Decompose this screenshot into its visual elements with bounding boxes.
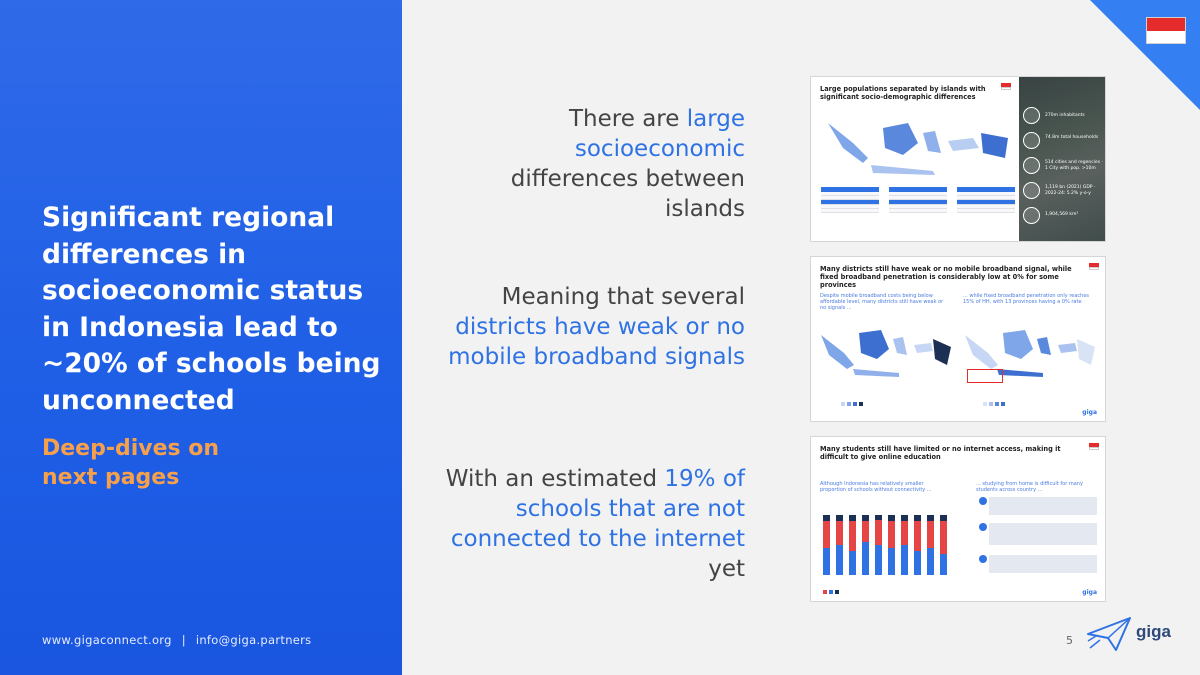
people-icon: [1023, 107, 1040, 124]
quote-icon-1: [979, 497, 987, 505]
bar-8: [914, 515, 921, 575]
quote-icon-3: [979, 555, 987, 563]
point-islands-highlight: large socioeconomic: [574, 106, 745, 162]
slide-headline: Significant regional differences in socioeconomic status in Indonesia lead to ~20% of schools being unconnected: [42, 202, 381, 416]
mini-table-2: [889, 187, 947, 213]
caption-left: Although Indonesia has relatively smaller proportion of schools without connectivity ...: [820, 481, 932, 493]
quote-box-3: [989, 555, 1097, 573]
point-schools-highlight: 19% of schools that are not connected to the internet: [450, 466, 745, 552]
fact-4: 1,119 bn (2021) GDP · 2022-24: 5.2% y-o-y: [1045, 185, 1096, 196]
mini-flag-icon: [1089, 443, 1099, 450]
point-schools: [445, 464, 745, 584]
footer-email-link[interactable]: info@giga.partners: [195, 633, 312, 647]
indonesia-flag-icon: [1146, 17, 1186, 44]
point-islands-text-a: There are: [569, 106, 687, 132]
stacked-bar-chart: [823, 515, 963, 575]
thumbnail-islands[interactable]: [810, 76, 1106, 242]
deep-dive-line-2: next pages: [42, 465, 180, 490]
deep-dive-note: [42, 434, 342, 492]
thumbnail-title: Many students still have limited or no internet access, making it difficult to give online education: [820, 445, 1061, 461]
mini-flag-icon: [1089, 263, 1099, 270]
quote-icon-2: [979, 523, 987, 531]
page-number: 5: [1066, 634, 1073, 647]
point-islands: [505, 104, 745, 224]
point-schools-text-a: With an estimated: [445, 466, 665, 492]
caption-left: Despite mobile broadband costs being below affordable level, many districts still have weak or no signals ...: [820, 293, 944, 311]
giga-mini-logo: giga: [1082, 589, 1097, 596]
bar-9: [927, 515, 934, 575]
indonesia-map-icon: [823, 113, 1013, 183]
giga-mini-logo: giga: [1082, 409, 1097, 416]
fact-3: 514 cities and regencies · 1 City with pop. >10m: [1045, 160, 1103, 171]
globe-icon: [1023, 207, 1040, 224]
footer-separator: |: [181, 633, 186, 647]
giga-logo: [1086, 614, 1176, 654]
logo-wordmark: giga: [1136, 622, 1171, 641]
bar-2: [836, 515, 843, 575]
thumbnail-title: Large populations separated by islands with significant socio-demographic differences: [820, 85, 986, 101]
bar-10: [940, 515, 947, 575]
bar-7: [901, 515, 908, 575]
bar-6: [888, 515, 895, 575]
bar-5: [875, 515, 882, 575]
caption-right: ... studying from home is difficult for many students across country ...: [976, 481, 1083, 493]
city-icon: [1023, 157, 1040, 174]
bar-legend: [823, 579, 841, 598]
bar-4: [862, 515, 869, 575]
thumbnail-students[interactable]: [810, 436, 1106, 602]
bar-1: [823, 515, 830, 575]
point-islands-text-c: differences between islands: [510, 166, 745, 222]
point-broadband: [445, 282, 745, 372]
chart-icon: [1023, 182, 1040, 199]
fact-2: 74.8m total households: [1045, 135, 1099, 140]
quote-box-1: [989, 497, 1097, 515]
footer-website-link[interactable]: www.gigaconnect.org: [42, 633, 172, 647]
mini-table-1: [821, 187, 879, 213]
map-legend: [841, 391, 865, 410]
thumbnail-broadband[interactable]: [810, 256, 1106, 422]
quote-box-2: [989, 523, 1097, 545]
map-legend-2: [983, 391, 1007, 410]
fact-1: 270m inhabitants: [1045, 113, 1085, 118]
left-panel: [0, 0, 402, 675]
bar-3: [849, 515, 856, 575]
fact-5: 1,904,569 km²: [1045, 212, 1079, 217]
thumbnail-title: Many districts still have weak or no mobile broadband signal, while fixed broadband penetration is considerably low at 0% for some provinces: [820, 265, 1072, 289]
footer-contact: [42, 633, 311, 647]
point-schools-text-c: yet: [708, 556, 745, 582]
paper-plane-icon: [1086, 614, 1134, 654]
point-broadband-text-a: Meaning that several: [501, 284, 745, 310]
deep-dive-line-1: Deep-dives on: [42, 436, 220, 461]
mini-table-3: [957, 187, 1015, 213]
fact-panel: [1019, 77, 1106, 242]
signal-map-icon: [819, 325, 954, 385]
house-icon: [1023, 132, 1040, 149]
mini-flag-icon: [1001, 83, 1011, 90]
point-broadband-highlight: districts have weak or no mobile broadband signals: [448, 314, 745, 370]
callout-box: [967, 369, 1003, 383]
caption-right: ... while fixed broadband penetration only reaches 15% of HH, with 13 provinces having a 0% rate: [963, 293, 1090, 305]
